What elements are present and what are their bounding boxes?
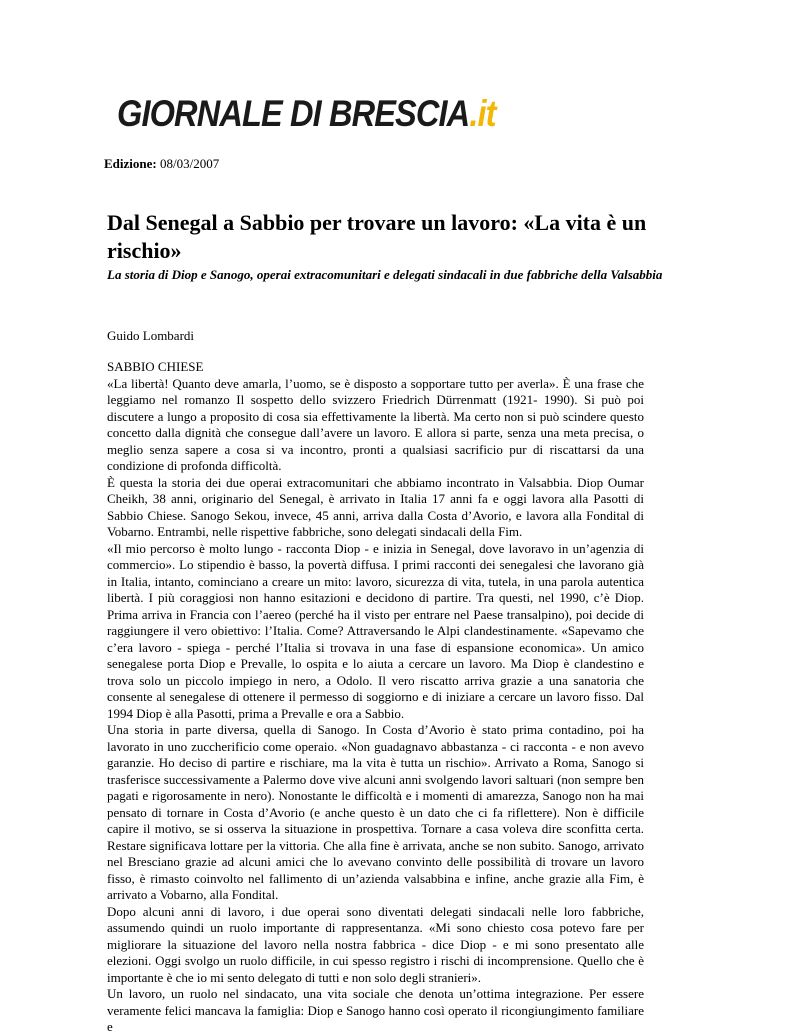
edition-label: Edizione:: [104, 156, 157, 171]
article-paragraph: È questa la storia dei due operai extracomunitari che abbiamo incontrato in Valsabbia. Diop Oumar Cheikh, 38 anni, originario del Senegal, è arrivato in Italia 17 anni fa e oggi lavora alla Pasotti di Sabbio Chiese. Sanogo Sekou, invece, 45 anni, arriva dalla Costa d’Avorio, e lavora alla Fondital di Vobarno. Entrambi, nelle rispettive fabbriche, sono delegati sindacali della Fim.: [107, 474, 644, 539]
article-body: [107, 359, 644, 1036]
newspaper-logo: [117, 95, 496, 132]
article-paragraph: Una storia in parte diversa, quella di Sanogo. In Costa d’Avorio è stato prima contadino, poi ha lavorato in uno zuccherificio come operaio. «Non guadagnavo abbastanza - ci racconta - e non avevo garanzie. Ho deciso di partire e rischiare, ma la vita è tutta un rischio». Arrivato a Roma, Sanogo si trasferisce successivamente a Palermo dove vive alcuni anni svolgendo lavori saltuari (non sempre ben pagati e rigorosamente in nero). Nonostante le difficoltà e i momenti di amarezza, Sanogo non ha mai pensato di tornare in Costa d’Avorio (e anche questo è un dato che ci fa riflettere). Non è difficile capire il motivo, se si osserva la situazione in prospettiva. Tornare a casa voleva dire sconfitta certa. Restare significava lottare per la vittoria. Che alla fine è arrivata, anche se non subito. Sanogo, arrivato nel Bresciano grazie ad alcuni amici che lo avevano convinto delle possibilità di trovare un lavoro fisso, è rimasto coinvolto nel fallimento di un’azienda valsabbina e infine, anche grazie alla Fim, è arrivato a Vobarno, alla Fondital.: [107, 722, 644, 902]
article-paragraph: «La libertà! Quanto deve amarla, l’uomo, se è disposto a sopportare tutto per averla». È una frase che leggiamo nel romanzo Il sospetto dello svizzero Friedrich Dürrenmatt (1921- 1990). Si può poi discutere a lungo a proposito di cosa sia effettivamente la libertà. Ma certo non si può scindere questo concetto dalla dignità che consegue dall’avere un lavoro. E allora si parte, senza una meta precisa, o meglio senza sapere a cosa si va incontro, pronti a qualsiasi sacrificio pur di riscattarsi da una condizione di profonda difficoltà.: [107, 375, 644, 473]
article-paragraph: «Il mio percorso è molto lungo - racconta Diop - e inizia in Senegal, dove lavoravo in un’agenzia di commercio». Lo stipendio è basso, la povertà diffusa. I primi racconti dei senegalesi che lavorano già in Italia, intanto, cominciano a creare un mito: lavoro, sicurezza di vita, tutela, in una parola autentica libertà. I più coraggiosi non hanno esitazioni e decidono di partire. Tra questi, nel 1990, c’è Diop. Prima arriva in Francia con l’aereo (perché ha il visto per entrare nel Paese transalpino), poi decide di raggiungere il vero obiettivo: l’Italia. Come? Attraversando le Alpi clandestinamente. «Sapevamo che c’era lavoro - spiega - perché l’Italia si trovava in una fase di espansione economica». Un amico senegalese porta Diop e Prevalle, lo ospita e lo aiuta a cercare un lavoro. Ma Diop è clandestino e trova solo un piccolo impiego in nero, a Odolo. Il vero riscatto arriva grazie a una sanatoria che consente al senegalese di ottenere il permesso di soggiorno e di iniziare a cercare un lavoro fisso. Dal 1994 Diop è alla Pasotti, prima a Prevalle e ora a Sabbio.: [107, 540, 644, 721]
article-subtitle: La storia di Diop e Sanogo, operai extracomunitari e delegati sindacali in due fabbriche della Valsabbia: [107, 267, 663, 282]
article-author: Guido Lombardi: [107, 328, 195, 343]
article-title: Dal Senegal a Sabbio per trovare un lavoro: «La vita è un rischio»: [107, 210, 647, 263]
article-dateline: SABBIO CHIESE: [107, 359, 204, 374]
edition-line: [104, 156, 219, 172]
article-paragraph: Dopo alcuni anni di lavoro, i due operai sono diventati delegati sindacali nelle loro fabbriche, assumendo quindi un ruolo importante di rappresentanza. «Mi sono chiesto cosa potevo fare per migliorare la situazione del lavoro nella nostra fabbrica - dice Diop - e mi sono presentato alle elezioni. Oggi svolgo un ruolo difficile, in cui spesso registro i rischi di incomprensione. Quello che è importante è che io mi sento delegato di tutti e non solo degli stranieri».: [107, 903, 644, 985]
article-paragraph: Un lavoro, un ruolo nel sindacato, una vita sociale che denota un’ottima integrazione. Per essere veramente felici mancava la famiglia: Diop e Sanogo hanno così operato il ricongiungimento familiare e: [107, 986, 644, 1034]
logo-tld-text: .it: [469, 93, 496, 134]
edition-date: 08/03/2007: [159, 156, 220, 171]
logo-main-text: GIORNALE DI BRESCIA: [117, 93, 470, 134]
